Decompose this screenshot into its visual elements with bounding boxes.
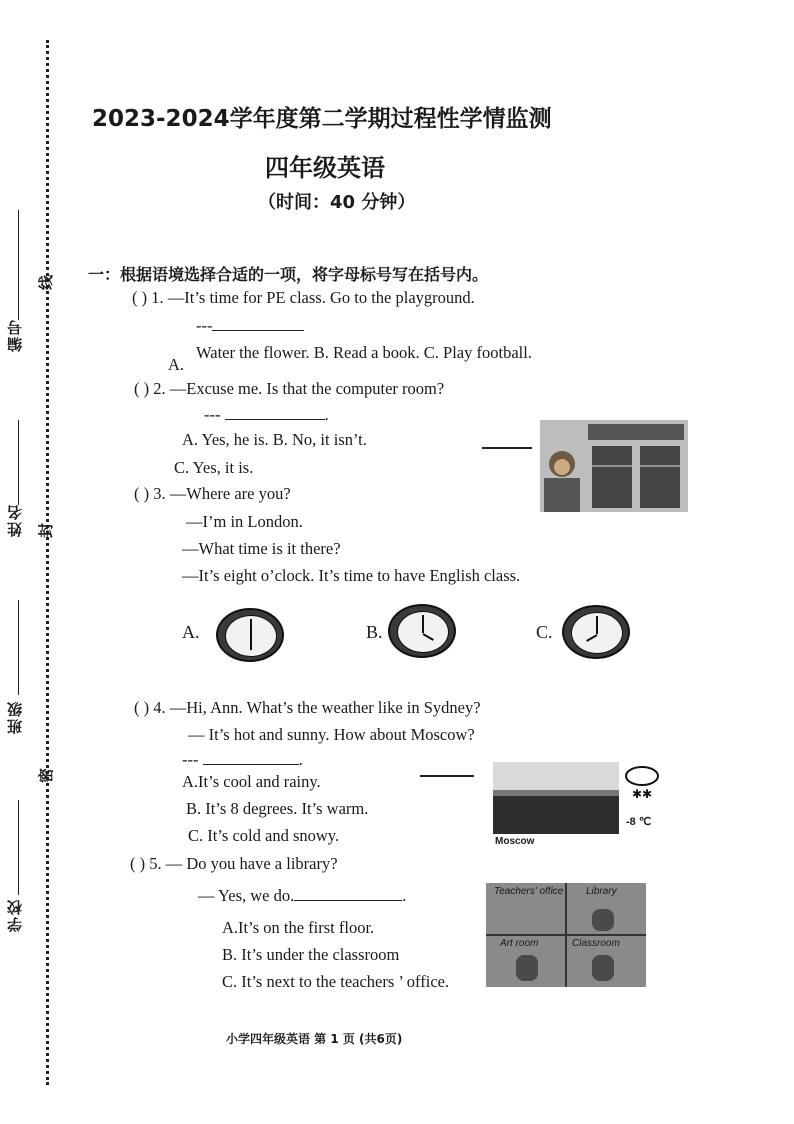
moscow-label: Moscow: [495, 836, 535, 847]
q4-option-a: A.It’s cool and rainy.: [182, 772, 321, 791]
q3-option-c: C.: [536, 622, 553, 642]
q4-option-c: C. It’s cold and snowy.: [188, 826, 340, 845]
classroom-label: Classroom: [572, 938, 620, 949]
secret-mark: 密: [37, 767, 56, 784]
q2-options-ab: A. Yes, he is. B. No, it isn’t.: [182, 430, 367, 449]
class-label: 班级: [6, 700, 24, 734]
q3-line1: —I’m in London.: [186, 512, 303, 531]
number-label: 编号: [6, 318, 24, 352]
q1-options: Water the flower. B. Read a book. C. Play football.: [196, 343, 532, 362]
name-write-line: [18, 420, 19, 505]
school-map-picture: [486, 883, 646, 987]
seal-mark: 封: [37, 522, 56, 539]
q3-line3: —It’s eight o’clock. It’s time to have English class.: [182, 566, 521, 585]
clock-b-icon: [388, 604, 456, 658]
q5-option-c: C. It’s next to the teachers ’ office.: [222, 972, 450, 991]
class-write-line: [18, 600, 19, 695]
clock-a-icon: [216, 608, 284, 662]
q4-arrow: [420, 775, 474, 777]
q4-option-b: B. It’s 8 degrees. It’s warm.: [186, 799, 369, 818]
name-label: 姓名: [6, 503, 24, 537]
temperature-label: -8 ℃: [626, 816, 652, 828]
q5-option-b: B. It’s under the classroom: [222, 945, 400, 964]
q2-reply: --- .: [204, 405, 329, 424]
q5-stem: ( ) 5. — Do you have a library?: [130, 854, 338, 873]
q3-option-b: B.: [366, 622, 383, 642]
exam-time: （时间：40 分钟）: [258, 192, 416, 213]
page-footer: 小学四年级英语 第 1 页 (共6页): [226, 1032, 403, 1046]
line-mark: 线: [37, 274, 56, 291]
svg-text:✱✱: ✱✱: [632, 787, 653, 801]
q4-line1: — It’s hot and sunny. How about Moscow?: [188, 725, 475, 744]
q3-line2: —What time is it there?: [182, 539, 341, 558]
q2-arrow: [482, 447, 532, 449]
art-room-label: Art room: [500, 938, 539, 949]
q5-reply: — Yes, we do. .: [198, 886, 407, 905]
q3-option-a: A.: [182, 622, 200, 642]
clock-c-icon: [562, 605, 630, 659]
q1-option-a-letter: A.: [168, 355, 185, 374]
q2-stem: ( ) 2. —Excuse me. Is that the computer room?: [134, 379, 445, 398]
q1-reply: ---: [196, 316, 304, 336]
q3-stem: ( ) 3. —Where are you?: [134, 484, 291, 503]
teachers-office-label: Teachers' office: [494, 886, 564, 897]
moscow-weather-picture: [493, 762, 619, 834]
q1-stem: ( ) 1. —It’s time for PE class. Go to the playground.: [132, 288, 475, 307]
number-write-line: [18, 210, 19, 320]
exam-subject: 四年级英语: [265, 154, 385, 182]
computer-room-picture: [540, 420, 688, 512]
binding-dotted-line: [46, 40, 49, 1085]
exam-title: 2023-2024学年度第二学期过程性学情监测: [92, 106, 552, 132]
q2-option-c: C. Yes, it is.: [174, 458, 254, 477]
school-label: 学校: [6, 898, 24, 932]
section-title: 一：根据语境选择合适的一项，将字母标号写在括号内。: [88, 265, 489, 284]
q4-stem: ( ) 4. —Hi, Ann. What’s the weather like in Sydney?: [134, 698, 481, 717]
library-label: Library: [586, 886, 617, 897]
school-write-line: [18, 800, 19, 895]
snow-cloud-icon: [622, 764, 662, 804]
q5-option-a: A.It’s on the first floor.: [222, 918, 375, 937]
q4-reply: --- .: [182, 750, 303, 769]
